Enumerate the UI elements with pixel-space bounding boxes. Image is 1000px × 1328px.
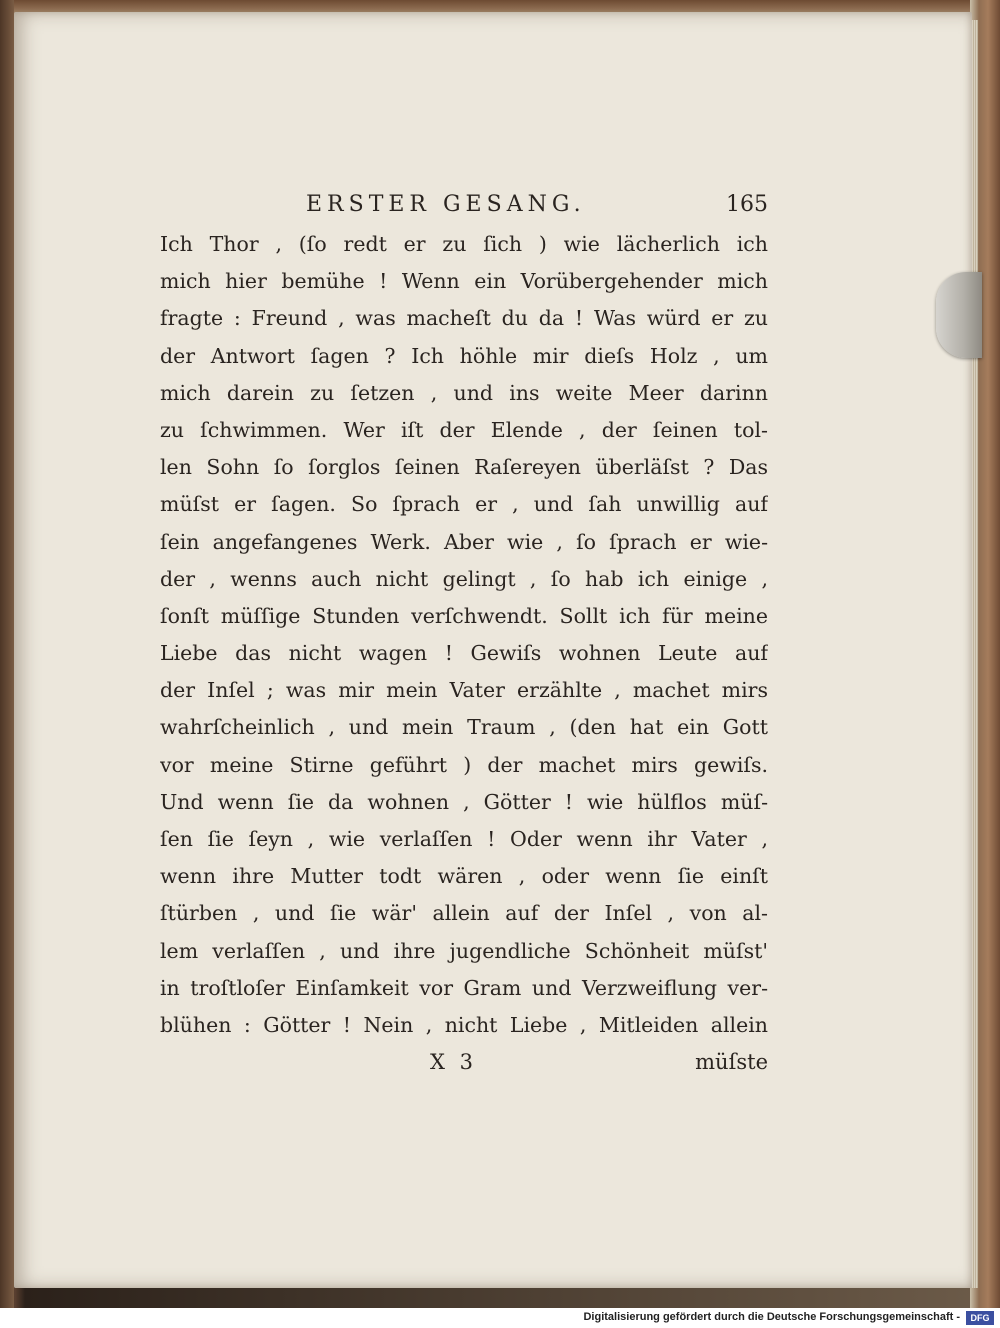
page-number: 165 [726, 192, 768, 217]
text-line: in troſtloſer Einſamkeit vor Gram und Verzweiflung ver- [160, 975, 768, 1000]
text-line: wenn ihre Mutter todt wären , oder wenn ſie einſt [160, 864, 768, 889]
dfg-logo: DFG [966, 1311, 994, 1325]
text-line: der Inſel ; was mir mein Vater erzählte , machet mirs [160, 678, 768, 703]
catchword: müſste [695, 1050, 768, 1075]
text-line: der , wenns auch nicht gelingt , ſo hab ich einige , [160, 566, 768, 591]
text-line: Ich Thor , (ſo redt er zu ſich ) wie lächerlich ich [160, 232, 768, 256]
text-line: lem verlaſſen , und ihre jugendliche Schönheit müſst' [160, 938, 768, 963]
page-edges [972, 20, 978, 1288]
text-line: Liebe das nicht wagen ! Gewiſs wohnen Leute auf [160, 641, 768, 666]
running-head [160, 188, 768, 226]
text-line: vor meine Stirne geführt ) der machet mirs gewiſs. [160, 752, 768, 777]
book-cover-left [0, 0, 14, 1310]
text-line: fragte : Freund , was macheſt du da ! Was würd er zu [160, 306, 768, 331]
digitization-credit-bar [0, 1308, 1000, 1328]
text-line: der Antwort ſagen ? Ich höhle mir dieſs Holz , um [160, 343, 768, 368]
credit-text: Digitalisierung gefördert durch die Deutsche Forschungsgemeinschaft - [583, 1311, 960, 1323]
page-text [160, 188, 768, 1082]
text-line: müſst er ſagen. So ſprach er , und ſah unwillig auf [160, 492, 768, 517]
text-line: ſein angefangenes Werk. Aber wie , ſo ſprach er wie- [160, 529, 768, 554]
text-line: mich darein zu ſetzen , und ins weite Meer darinn [160, 380, 768, 405]
page-clip [936, 272, 982, 358]
text-line: blühen : Götter ! Nein , nicht Liebe , Mitleiden allein [160, 1012, 768, 1037]
text-line: zu ſchwimmen. Wer iſt der Elende , der ſeinen tol- [160, 417, 768, 442]
signature-mark: X 3 [430, 1050, 477, 1075]
text-line: wahrſcheinlich , und mein Traum , (den hat ein Gott [160, 715, 768, 740]
text-line: mich hier bemühe ! Wenn ein Vorübergehender mich [160, 269, 768, 294]
page-footer [160, 1046, 768, 1082]
text-line: len Sohn ſo ſorglos ſeinen Raſereyen überläſst ? Das [160, 455, 768, 480]
running-title: ERSTER GESANG. [306, 192, 586, 217]
text-line: Und wenn ſie da wohnen , Götter ! wie hülflos müſ- [160, 789, 768, 814]
text-line: ſtürben , und ſie wär' allein auf der Inſel , von al- [160, 901, 768, 926]
text-line: ſen ſie ſeyn , wie verlaſſen ! Oder wenn ihr Vater , [160, 827, 768, 851]
text-line: ſonſt müſſige Stunden verſchwendt. Sollt ich für meine [160, 603, 768, 628]
